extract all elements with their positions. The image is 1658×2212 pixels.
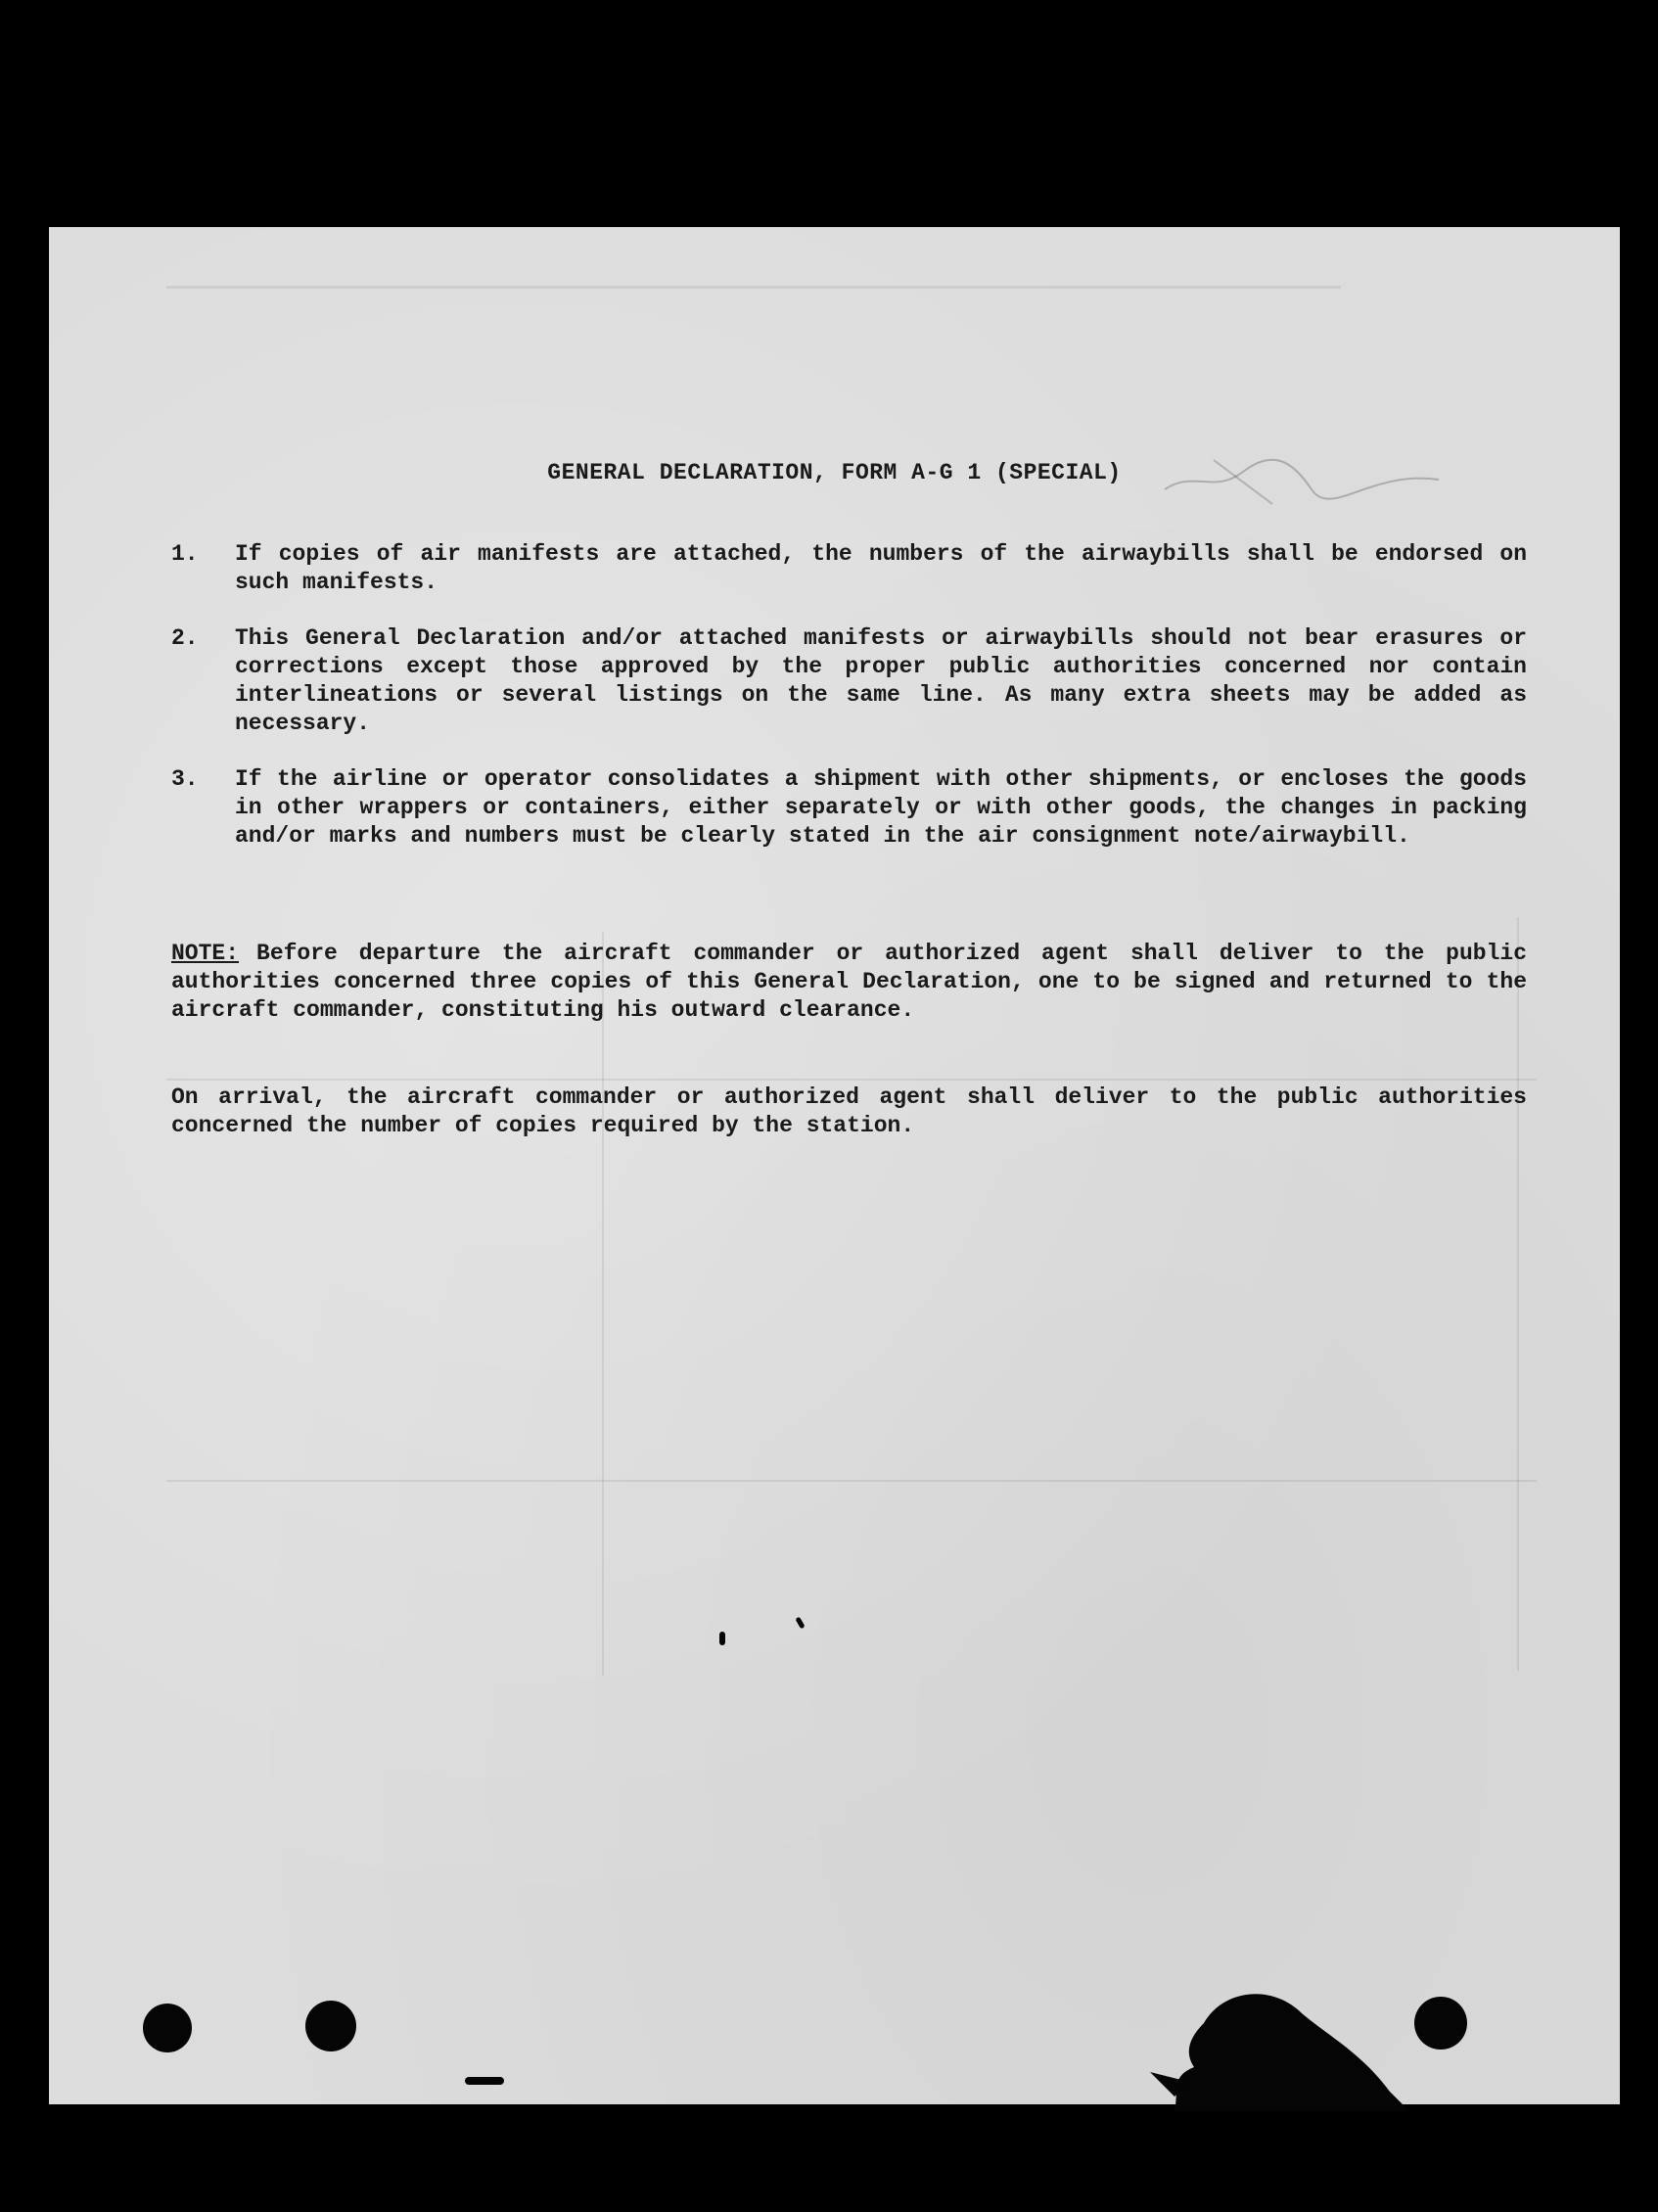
list-item	[171, 540, 1527, 597]
punch-hole	[305, 2001, 356, 2051]
item-text: If the airline or operator consolidates a shipment with other shipments, or encloses the goods in other wrappers or containers, either separately or with other goods, the changes in packing and/or marks and numbers must be clearly stated in the air consignment note/airwaybill.	[235, 766, 1527, 849]
bleed-through-line	[1517, 917, 1519, 1671]
item-number: 3.	[171, 766, 199, 792]
bleed-through-line	[166, 1480, 1537, 1482]
page-title: GENERAL DECLARATION, FORM A-G 1 (SPECIAL)	[547, 460, 1122, 485]
ink-speck	[795, 1617, 805, 1630]
bleed-through-line	[166, 1079, 1537, 1081]
note-label: NOTE:	[171, 941, 240, 966]
ink-speck	[465, 2077, 504, 2085]
item-number: 1.	[171, 541, 199, 567]
item-number: 2.	[171, 625, 199, 651]
list-item	[171, 624, 1527, 738]
bleed-through-line	[166, 286, 1341, 289]
item-text: If copies of air manifests are attached, the numbers of the airwaybills shall be endorsed on such manifests.	[235, 541, 1527, 595]
list-item	[171, 765, 1527, 851]
ink-speck	[719, 1632, 725, 1645]
item-text: This General Declaration and/or attached manifests or airwaybills should not bear erasures or corrections except those approved by the proper public authorities concerned nor contain interlineations or several listings on the same line. As many extra sheets may be added as necessary.	[235, 625, 1527, 736]
arrival-paragraph: On arrival, the aircraft commander or authorized agent shall deliver to the public authorities concerned the number of copies required by the station.	[171, 1084, 1527, 1138]
instruction-list	[171, 540, 1527, 878]
note-text: Before departure the aircraft commander or authorized agent shall deliver to the public authorities concerned three copies of this General Declaration, one to be signed and returned to the aircraft commander, constituting his outward clearance.	[171, 941, 1527, 1023]
torn-edge-icon	[1145, 1984, 1439, 2111]
note-paragraph	[171, 940, 1527, 1025]
punch-hole	[143, 2004, 192, 2052]
bleed-through-line	[602, 932, 604, 1676]
document-page	[49, 227, 1620, 2104]
